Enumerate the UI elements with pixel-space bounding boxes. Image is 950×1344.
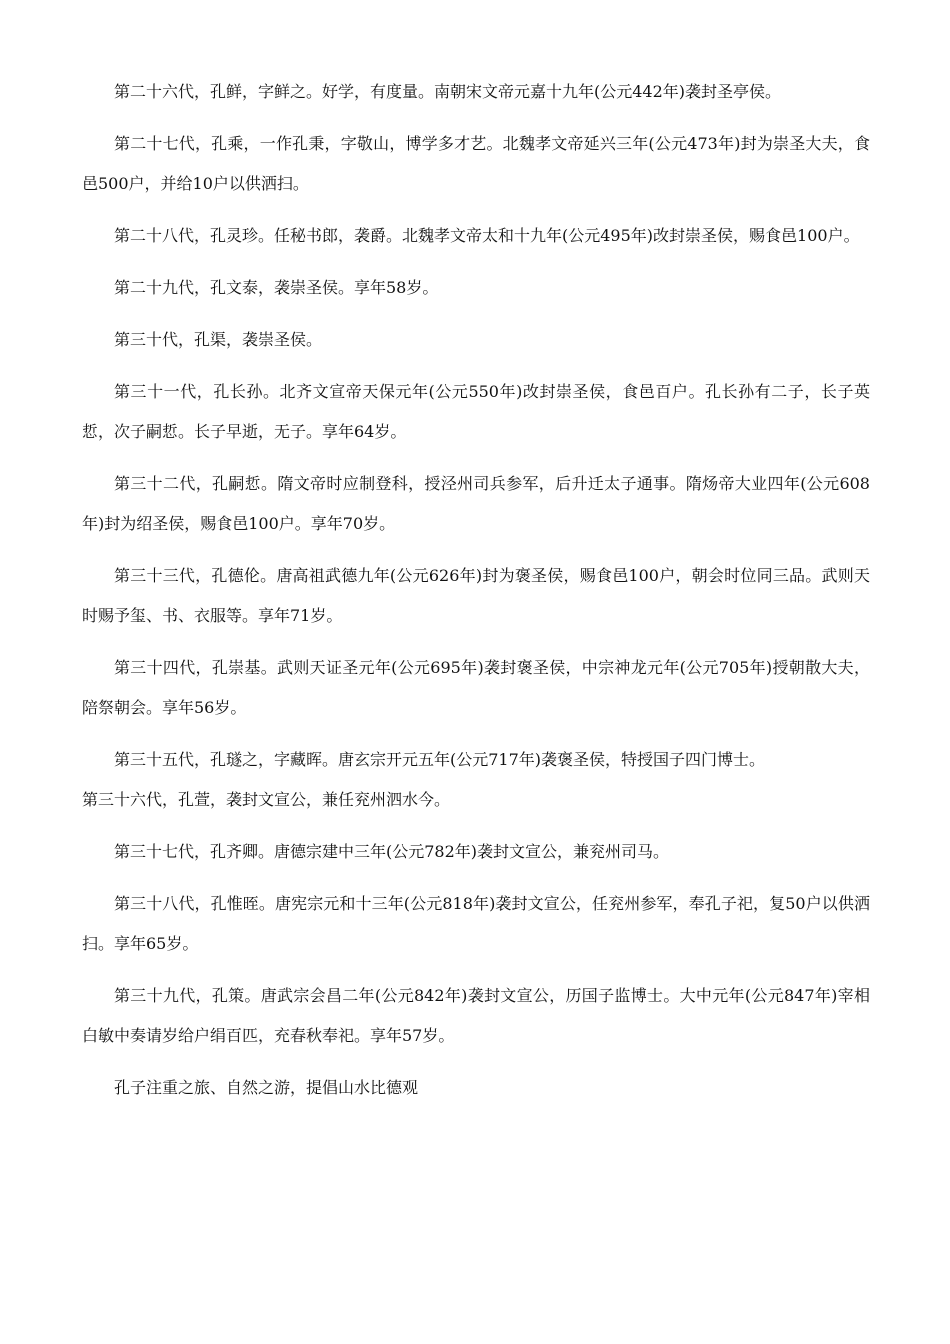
paragraph-gen-35: 第三十五代，孔璲之，字藏晖。唐玄宗开元五年(公元717年)袭褒圣侯，特授国子四门博士。 bbox=[114, 750, 766, 769]
paragraph-gen-36: 第三十六代，孔萱，袭封文宣公，兼任兖州泗水今。 bbox=[82, 790, 451, 809]
paragraph-gen-31: 第三十一代，孔长孙。北齐文宣帝天保元年(公元550年)改封崇圣侯，食邑百户。孔长孙有二子，长子英悊，次子嗣悊。长子早逝，无子。享年64岁。 bbox=[82, 382, 870, 441]
paragraph-gen-28: 第二十八代，孔灵珍。任秘书郎，袭爵。北魏孝文帝太和十九年(公元495年)改封崇圣侯，赐食邑100户。 bbox=[114, 226, 860, 245]
paragraph-gen-34: 第三十四代，孔崇基。武则天证圣元年(公元695年)袭封褒圣侯，中宗神龙元年(公元705年)授朝散大夫，陪祭朝会。享年56岁。 bbox=[82, 658, 870, 717]
paragraph-gen-33: 第三十三代，孔德伦。唐高祖武德九年(公元626年)封为褒圣侯，赐食邑100户，朝会时位同三品。武则天时赐予玺、书、衣服等。享年71岁。 bbox=[82, 566, 870, 625]
paragraph-gen-30: 第三十代，孔渠，袭崇圣侯。 bbox=[114, 330, 323, 349]
paragraph-gen-26: 第二十六代，孔鲜，字鲜之。好学，有度量。南朝宋文帝元嘉十九年(公元442年)袭封圣亭侯。 bbox=[114, 82, 782, 101]
paragraph-gen-35-36 bbox=[82, 740, 870, 820]
document-body bbox=[82, 72, 870, 1120]
paragraph-gen-38: 第三十八代，孔惟晊。唐宪宗元和十三年(公元818年)袭封文宣公，任兖州参军，奉孔子祀，复50户以供洒扫。享年65岁。 bbox=[82, 894, 870, 953]
paragraph-gen-37: 第三十七代，孔齐卿。唐德宗建中三年(公元782年)袭封文宣公，兼兖州司马。 bbox=[114, 842, 670, 861]
paragraph-gen-29: 第二十九代，孔文泰，袭崇圣侯。享年58岁。 bbox=[114, 278, 439, 297]
paragraph-gen-39: 第三十九代，孔策。唐武宗会昌二年(公元842年)袭封文宣公，历国子监博士。大中元年(公元847年)宰相白敏中奏请岁给户绢百匹，充春秋奉祀。享年57岁。 bbox=[82, 986, 870, 1045]
section-heading-travel: 孔子注重之旅、自然之游，提倡山水比德观 bbox=[114, 1078, 419, 1097]
paragraph-gen-27: 第二十七代，孔乘，一作孔秉，字敬山，博学多才艺。北魏孝文帝延兴三年(公元473年)封为崇圣大夫，食邑500户，并给10户以供洒扫。 bbox=[82, 134, 870, 193]
paragraph-gen-32: 第三十二代，孔嗣悊。隋文帝时应制登科，授泾州司兵参军，后升迁太子通事。隋炀帝大业四年(公元608年)封为绍圣侯，赐食邑100户。享年70岁。 bbox=[82, 474, 870, 533]
